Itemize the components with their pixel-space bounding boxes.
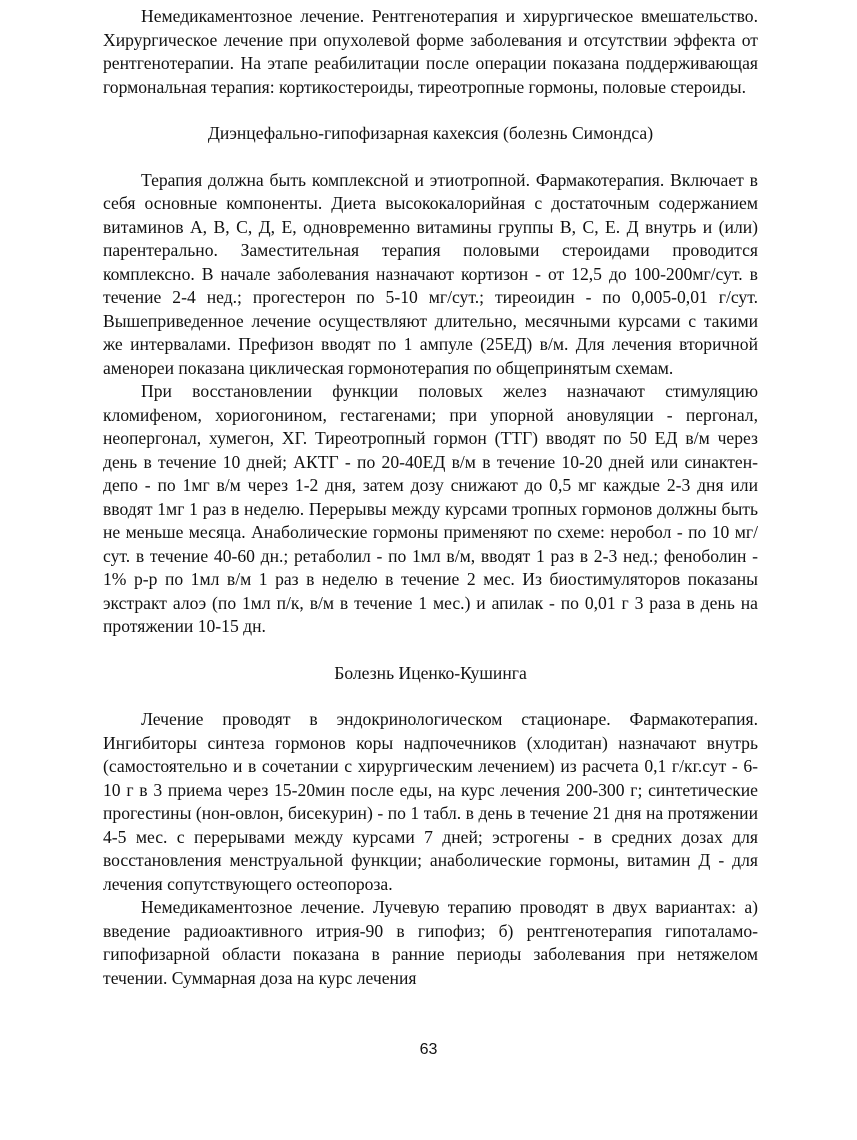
paragraph-simmonds-therapy: Терапия должна быть комплексной и этиотропной. Фармакотерапия. Включает в себя основные компоненты. Диета высококалорийная с достаточным содержанием витаминов А, В, С, Д, Е, одновременно витамины группы В, С, Е. Д внутрь и (или) парентерально. Заместительная терапия половыми стероидами проводится комплексно. В начале заболевания назначают кортизон - от 12,5 до 100-200мг/сут. в течение 2-4 нед.; прогестерон по 5-10 мг/сут.; тиреоидин - по 0,005-0,01 г/сут. Вышеприведенное лечение осуществляют длительно, месячными курсами с такими же интервалами. Префизон вводят по 1 ампуле (25ЕД) в/м. Для лечения вторичной аменореи показана циклическая гормонотерапия по общепринятым схемам. — [103, 169, 758, 378]
page-body — [103, 0, 758, 990]
page-number: 63 — [419, 1041, 438, 1058]
paragraph-cushing-pharmacotherapy: Лечение проводят в эндокринологическом стационаре. Фармакотерапия. Ингибиторы синтеза гормонов коры надпочечников (хлодитан) назначают внутрь (самостоятельно и в сочетании с хирургическим лечением) из расчета 0,1 г/кг.сут - 6-10 г в 3 приема через 15-20мин после еды, на курс лечения 200-300 г; синтетические прогестины (нон-овлон, бисекурин) - по 1 табл. в день в течение 21 дня на протяжении 4-5 мес. с перерывами между курсами 7 дней; эстрогены - в средних дозах для восстановления менструальной функции; анаболические гормоны, витамин Д - для лечения сопутствующего остеопороза. — [103, 709, 758, 894]
paragraph-gonadal-function: При восстановлении функции половых желез назначают стимуляцию кломифеном, хориогонином, гестагенами; при упорной ановуляции - пергонал, неопергонал, хумегон, ХГ. Тиреотропный гормон (ТТГ) вводят по 50 ЕД в/м через день в течение 10 дней; АКТГ - по 20-40ЕД в/м в течение 10-20 дней или синактен-депо - по 1мг в/м через 1-2 дня, затем дозу снижают до 0,5 мг каждые 2-3 дня или вводят 1мг 1 раз в неделю. Перерывы между курсами тропных гормонов должны быть не меньше месяца. Анаболические гормоны применяют по схеме: неробол - по 10 мг/сут. в течение 40-60 дн.; ретаболил - по 1мл в/м, вводят 1 раз в 2-3 нед.; феноболин - 1% р-р по 1мл в/м 1 раз в неделю в течение 2 мес. Из биостимуляторов показаны экстракт алоэ (по 1мл п/к, в/м в течение 1 мес.) и апилак - по 0,01 г 3 раза в день на протяжении 10-15 дн. — [103, 381, 758, 636]
heading-simmonds-disease: Диэнцефально-гипофизарная кахексия (болезнь Симондса) — [207, 123, 654, 143]
paragraph-nonmedication-treatment: Немедикаментозное лечение. Рентгенотерапия и хирургическое вмешательство. Хирургическое лечение при опухолевой форме заболевания и отсутствии эффекта от рентгенотерапии. На этапе реабилитации после операции показана поддерживающая гормональная терапия: кортикостероиды, тиреотропные гормоны, половые стероиды. — [103, 6, 758, 97]
paragraph-cushing-nonmedication: Немедикаментозное лечение. Лучевую терапию проводят в двух вариантах: а) введение радиоактивного итрия-90 в гипофиз; б) рентгенотерапия гипоталамо-гипофизарной области показана в ранние периоды заболевания при нетяжелом течении. Суммарная доза на курс лечения — [103, 897, 758, 988]
heading-cushing-disease: Болезнь Иценко-Кушинга — [334, 662, 527, 683]
